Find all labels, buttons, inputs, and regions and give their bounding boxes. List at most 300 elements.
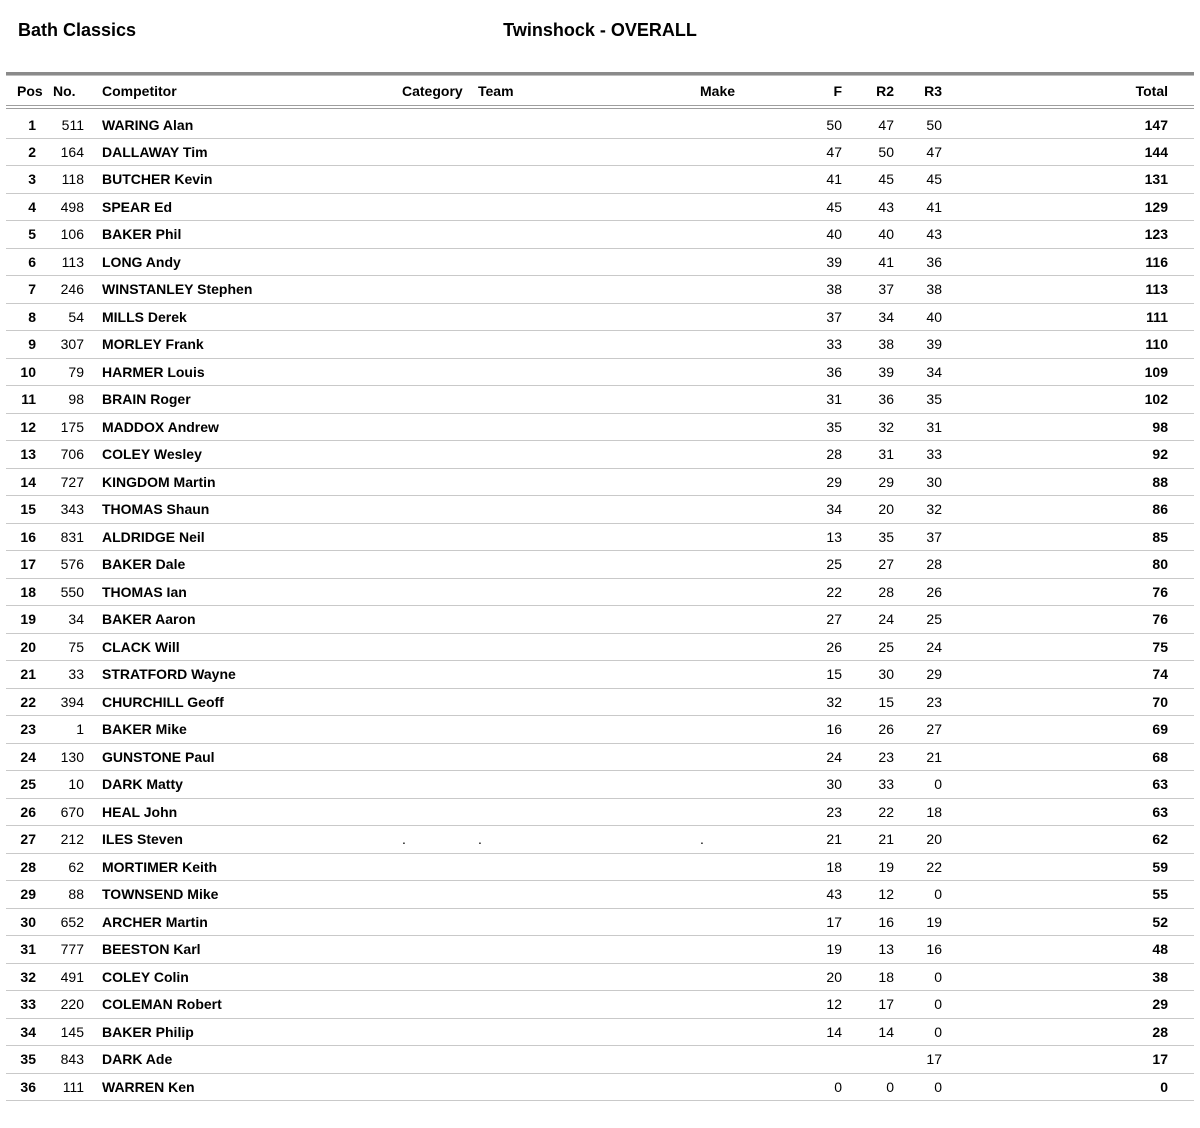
cell-category: [400, 138, 476, 166]
cell-name: MADDOX Andrew: [84, 413, 400, 441]
table-row: [6, 221, 1194, 249]
cell-total: 38: [944, 963, 1194, 991]
cell-pos: 36: [6, 1073, 36, 1101]
cell-make: [698, 193, 800, 221]
cell-category: [400, 221, 476, 249]
cell-team: [476, 908, 698, 936]
table-row: [6, 853, 1194, 881]
cell-team: [476, 551, 698, 579]
table-row: [6, 716, 1194, 744]
cell-total: 69: [944, 716, 1194, 744]
cell-f: 43: [800, 881, 844, 909]
cell-team: [476, 1073, 698, 1101]
cell-pos: 20: [6, 633, 36, 661]
cell-name: KINGDOM Martin: [84, 468, 400, 496]
cell-team: [476, 331, 698, 359]
cell-total: 86: [944, 496, 1194, 524]
cell-team: [476, 107, 698, 138]
cell-no: 343: [36, 496, 84, 524]
cell-no: 220: [36, 991, 84, 1019]
cell-total: 28: [944, 1018, 1194, 1046]
cell-pos: 34: [6, 1018, 36, 1046]
cell-team: [476, 716, 698, 744]
cell-r3: 23: [896, 688, 944, 716]
cell-f: 21: [800, 826, 844, 854]
cell-name: ILES Steven: [84, 826, 400, 854]
cell-make: [698, 303, 800, 331]
cell-team: [476, 963, 698, 991]
cell-r2: 23: [844, 743, 896, 771]
cell-total: 109: [944, 358, 1194, 386]
cell-f: 13: [800, 523, 844, 551]
cell-no: 843: [36, 1046, 84, 1074]
cell-team: [476, 358, 698, 386]
cell-pos: 25: [6, 771, 36, 799]
column-header-make: Make: [698, 76, 800, 107]
cell-f: 36: [800, 358, 844, 386]
cell-r2: 29: [844, 468, 896, 496]
table-body: [6, 107, 1194, 1101]
cell-team: [476, 166, 698, 194]
cell-r3: 37: [896, 523, 944, 551]
cell-r3: 21: [896, 743, 944, 771]
cell-r3: 26: [896, 578, 944, 606]
cell-category: [400, 908, 476, 936]
cell-f: 19: [800, 936, 844, 964]
cell-f: 25: [800, 551, 844, 579]
cell-r2: 30: [844, 661, 896, 689]
cell-make: [698, 606, 800, 634]
cell-total: 0: [944, 1073, 1194, 1101]
cell-total: 62: [944, 826, 1194, 854]
cell-r2: 40: [844, 221, 896, 249]
cell-make: [698, 688, 800, 716]
cell-make: [698, 798, 800, 826]
cell-total: 116: [944, 248, 1194, 276]
cell-total: 76: [944, 578, 1194, 606]
cell-r3: 35: [896, 386, 944, 414]
cell-make: [698, 248, 800, 276]
table-row: [6, 523, 1194, 551]
cell-f: 30: [800, 771, 844, 799]
cell-team: [476, 1018, 698, 1046]
cell-r3: 24: [896, 633, 944, 661]
cell-r2: 41: [844, 248, 896, 276]
cell-team: [476, 276, 698, 304]
cell-f: 35: [800, 413, 844, 441]
cell-r2: 21: [844, 826, 896, 854]
cell-category: [400, 1073, 476, 1101]
cell-pos: 5: [6, 221, 36, 249]
table-row: [6, 496, 1194, 524]
cell-make: [698, 441, 800, 469]
cell-no: 164: [36, 138, 84, 166]
cell-r3: 27: [896, 716, 944, 744]
cell-total: 110: [944, 331, 1194, 359]
cell-category: [400, 606, 476, 634]
cell-no: 98: [36, 386, 84, 414]
table-row: [6, 1046, 1194, 1074]
cell-name: BAKER Mike: [84, 716, 400, 744]
cell-pos: 29: [6, 881, 36, 909]
cell-no: 62: [36, 853, 84, 881]
cell-name: COLEY Colin: [84, 963, 400, 991]
cell-category: [400, 661, 476, 689]
cell-f: 38: [800, 276, 844, 304]
cell-r2: 14: [844, 1018, 896, 1046]
cell-make: [698, 496, 800, 524]
cell-f: 16: [800, 716, 844, 744]
table-row: [6, 826, 1194, 854]
cell-no: 79: [36, 358, 84, 386]
table-row: [6, 633, 1194, 661]
cell-no: 652: [36, 908, 84, 936]
table-row: [6, 1073, 1194, 1101]
cell-r2: 33: [844, 771, 896, 799]
cell-r3: 30: [896, 468, 944, 496]
cell-team: [476, 578, 698, 606]
cell-make: [698, 908, 800, 936]
cell-name: THOMAS Shaun: [84, 496, 400, 524]
cell-category: .: [400, 826, 476, 854]
cell-r3: 0: [896, 991, 944, 1019]
cell-total: 74: [944, 661, 1194, 689]
cell-category: [400, 303, 476, 331]
cell-f: 32: [800, 688, 844, 716]
cell-pos: 23: [6, 716, 36, 744]
cell-f: 27: [800, 606, 844, 634]
cell-make: [698, 166, 800, 194]
cell-pos: 27: [6, 826, 36, 854]
cell-category: [400, 716, 476, 744]
cell-no: 498: [36, 193, 84, 221]
cell-r3: 16: [896, 936, 944, 964]
cell-name: SPEAR Ed: [84, 193, 400, 221]
cell-team: [476, 606, 698, 634]
cell-r2: 27: [844, 551, 896, 579]
cell-category: [400, 578, 476, 606]
table-row: [6, 468, 1194, 496]
cell-f: 39: [800, 248, 844, 276]
cell-name: DARK Ade: [84, 1046, 400, 1074]
cell-category: [400, 523, 476, 551]
cell-category: [400, 386, 476, 414]
cell-pos: 4: [6, 193, 36, 221]
cell-pos: 22: [6, 688, 36, 716]
cell-name: BRAIN Roger: [84, 386, 400, 414]
cell-pos: 32: [6, 963, 36, 991]
cell-make: [698, 331, 800, 359]
cell-r2: 19: [844, 853, 896, 881]
cell-f: 20: [800, 963, 844, 991]
column-header-no: No.: [36, 76, 84, 107]
cell-total: 63: [944, 798, 1194, 826]
cell-r2: 24: [844, 606, 896, 634]
cell-f: 0: [800, 1073, 844, 1101]
cell-make: [698, 413, 800, 441]
cell-make: [698, 551, 800, 579]
cell-name: LONG Andy: [84, 248, 400, 276]
cell-team: [476, 633, 698, 661]
cell-category: [400, 963, 476, 991]
cell-name: HEAL John: [84, 798, 400, 826]
cell-name: DALLAWAY Tim: [84, 138, 400, 166]
cell-r3: 0: [896, 881, 944, 909]
cell-r3: 32: [896, 496, 944, 524]
cell-name: STRATFORD Wayne: [84, 661, 400, 689]
cell-name: BAKER Philip: [84, 1018, 400, 1046]
cell-total: 59: [944, 853, 1194, 881]
table-row: [6, 441, 1194, 469]
table-row: [6, 991, 1194, 1019]
cell-category: [400, 991, 476, 1019]
cell-total: 88: [944, 468, 1194, 496]
cell-total: 17: [944, 1046, 1194, 1074]
cell-no: 706: [36, 441, 84, 469]
cell-total: 68: [944, 743, 1194, 771]
cell-team: [476, 138, 698, 166]
table-row: [6, 138, 1194, 166]
cell-no: 550: [36, 578, 84, 606]
table-row: [6, 743, 1194, 771]
cell-make: [698, 1073, 800, 1101]
cell-make: [698, 936, 800, 964]
cell-r3: 29: [896, 661, 944, 689]
column-header-category: Category: [400, 76, 476, 107]
cell-team: [476, 523, 698, 551]
cell-f: 14: [800, 1018, 844, 1046]
cell-r3: 50: [896, 107, 944, 138]
cell-f: 34: [800, 496, 844, 524]
cell-r2: 15: [844, 688, 896, 716]
cell-r3: 40: [896, 303, 944, 331]
cell-f: 12: [800, 991, 844, 1019]
cell-category: [400, 496, 476, 524]
cell-r2: 50: [844, 138, 896, 166]
cell-r2: 16: [844, 908, 896, 936]
cell-pos: 24: [6, 743, 36, 771]
cell-no: 54: [36, 303, 84, 331]
column-header-pos: Pos: [6, 76, 36, 107]
cell-f: 24: [800, 743, 844, 771]
cell-no: 10: [36, 771, 84, 799]
column-header-r2: R2: [844, 76, 896, 107]
column-header-competitor: Competitor: [84, 76, 400, 107]
table-row: [6, 771, 1194, 799]
table-row: [6, 358, 1194, 386]
cell-pos: 12: [6, 413, 36, 441]
table-row: [6, 908, 1194, 936]
cell-make: [698, 661, 800, 689]
cell-pos: 3: [6, 166, 36, 194]
title-bar: [0, 0, 1200, 72]
cell-make: [698, 771, 800, 799]
cell-r2: 22: [844, 798, 896, 826]
results-table: [6, 76, 1194, 1101]
header-row: [6, 76, 1194, 107]
cell-name: BAKER Phil: [84, 221, 400, 249]
cell-pos: 7: [6, 276, 36, 304]
cell-total: 52: [944, 908, 1194, 936]
cell-category: [400, 331, 476, 359]
cell-pos: 21: [6, 661, 36, 689]
cell-total: 92: [944, 441, 1194, 469]
cell-r2: 13: [844, 936, 896, 964]
cell-pos: 11: [6, 386, 36, 414]
cell-make: [698, 991, 800, 1019]
cell-r2: 28: [844, 578, 896, 606]
cell-team: [476, 661, 698, 689]
cell-category: [400, 936, 476, 964]
cell-no: 511: [36, 107, 84, 138]
cell-name: THOMAS Ian: [84, 578, 400, 606]
cell-total: 98: [944, 413, 1194, 441]
cell-category: [400, 107, 476, 138]
cell-no: 111: [36, 1073, 84, 1101]
cell-name: WARING Alan: [84, 107, 400, 138]
cell-name: HARMER Louis: [84, 358, 400, 386]
cell-pos: 2: [6, 138, 36, 166]
cell-total: 29: [944, 991, 1194, 1019]
table-row: [6, 688, 1194, 716]
cell-f: 29: [800, 468, 844, 496]
cell-category: [400, 633, 476, 661]
cell-r3: 0: [896, 963, 944, 991]
cell-no: 777: [36, 936, 84, 964]
cell-team: [476, 441, 698, 469]
cell-category: [400, 771, 476, 799]
cell-category: [400, 468, 476, 496]
cell-make: [698, 578, 800, 606]
cell-total: 55: [944, 881, 1194, 909]
cell-name: MILLS Derek: [84, 303, 400, 331]
cell-f: [800, 1046, 844, 1074]
cell-name: COLEY Wesley: [84, 441, 400, 469]
table-row: [6, 276, 1194, 304]
cell-make: [698, 1046, 800, 1074]
cell-make: [698, 716, 800, 744]
cell-no: 130: [36, 743, 84, 771]
cell-team: [476, 303, 698, 331]
cell-category: [400, 441, 476, 469]
cell-pos: 16: [6, 523, 36, 551]
table-row: [6, 331, 1194, 359]
cell-r3: 0: [896, 1073, 944, 1101]
cell-category: [400, 193, 476, 221]
cell-category: [400, 853, 476, 881]
cell-name: DARK Matty: [84, 771, 400, 799]
table-row: [6, 193, 1194, 221]
club-name: Bath Classics: [18, 20, 137, 40]
cell-no: 670: [36, 798, 84, 826]
cell-r2: 20: [844, 496, 896, 524]
cell-no: 145: [36, 1018, 84, 1046]
cell-team: [476, 771, 698, 799]
cell-pos: 15: [6, 496, 36, 524]
cell-category: [400, 743, 476, 771]
table-row: [6, 303, 1194, 331]
cell-team: .: [476, 826, 698, 854]
cell-category: [400, 551, 476, 579]
cell-make: [698, 468, 800, 496]
cell-r3: 20: [896, 826, 944, 854]
cell-category: [400, 358, 476, 386]
table-row: [6, 107, 1194, 138]
cell-no: 576: [36, 551, 84, 579]
cell-total: 70: [944, 688, 1194, 716]
cell-team: [476, 936, 698, 964]
cell-f: 50: [800, 107, 844, 138]
cell-r2: [844, 1046, 896, 1074]
cell-name: BUTCHER Kevin: [84, 166, 400, 194]
cell-r2: 36: [844, 386, 896, 414]
cell-name: BAKER Aaron: [84, 606, 400, 634]
cell-r3: 43: [896, 221, 944, 249]
cell-no: 246: [36, 276, 84, 304]
cell-total: 63: [944, 771, 1194, 799]
cell-r3: 47: [896, 138, 944, 166]
cell-team: [476, 193, 698, 221]
cell-category: [400, 276, 476, 304]
cell-pos: 26: [6, 798, 36, 826]
table-row: [6, 963, 1194, 991]
cell-name: MORLEY Frank: [84, 331, 400, 359]
cell-r2: 47: [844, 107, 896, 138]
cell-r2: 18: [844, 963, 896, 991]
cell-no: 212: [36, 826, 84, 854]
cell-r2: 39: [844, 358, 896, 386]
cell-no: 491: [36, 963, 84, 991]
cell-f: 41: [800, 166, 844, 194]
cell-total: 123: [944, 221, 1194, 249]
cell-no: 394: [36, 688, 84, 716]
cell-name: ALDRIDGE Neil: [84, 523, 400, 551]
cell-make: [698, 138, 800, 166]
cell-total: 102: [944, 386, 1194, 414]
cell-pos: 8: [6, 303, 36, 331]
cell-r2: 31: [844, 441, 896, 469]
cell-r2: 37: [844, 276, 896, 304]
cell-make: [698, 633, 800, 661]
cell-f: 37: [800, 303, 844, 331]
cell-r2: 43: [844, 193, 896, 221]
cell-make: [698, 221, 800, 249]
cell-r2: 26: [844, 716, 896, 744]
column-header-team: Team: [476, 76, 698, 107]
cell-name: BEESTON Karl: [84, 936, 400, 964]
cell-total: 111: [944, 303, 1194, 331]
cell-f: 18: [800, 853, 844, 881]
cell-team: [476, 386, 698, 414]
cell-make: [698, 963, 800, 991]
cell-category: [400, 413, 476, 441]
cell-total: 85: [944, 523, 1194, 551]
cell-r3: 22: [896, 853, 944, 881]
cell-category: [400, 1046, 476, 1074]
table-row: [6, 661, 1194, 689]
cell-category: [400, 688, 476, 716]
cell-r2: 17: [844, 991, 896, 1019]
cell-team: [476, 248, 698, 276]
table-row: [6, 881, 1194, 909]
table-row: [6, 798, 1194, 826]
cell-no: 118: [36, 166, 84, 194]
cell-team: [476, 743, 698, 771]
cell-pos: 1: [6, 107, 36, 138]
cell-f: 26: [800, 633, 844, 661]
cell-r3: 0: [896, 771, 944, 799]
cell-no: 831: [36, 523, 84, 551]
